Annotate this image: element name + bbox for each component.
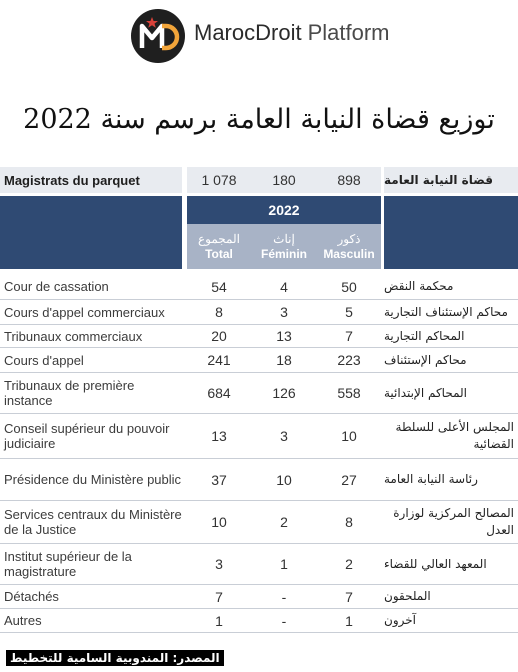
row-label-ar: المصالح المركزية لوزارة العدل (393, 506, 514, 537)
row-masculin: 7 (345, 588, 353, 605)
row-total: 54 (211, 278, 227, 295)
row-label-ar: المحاكم التجارية (384, 328, 465, 343)
col-header-feminin-fr: Féminin (260, 247, 307, 261)
row-feminin: 126 (272, 385, 296, 401)
row-total: 3 (215, 556, 223, 572)
row-label-ar: محاكم الإستئناف (384, 352, 467, 367)
row-label-ar: المجلس الأعلى للسلطة القضائية (395, 420, 514, 451)
table-row (0, 585, 518, 608)
row-label-fr: Tribunaux de première instance (4, 378, 135, 408)
row-label-fr: Tribunaux commerciaux (4, 328, 143, 344)
header-band-left (0, 196, 182, 269)
table-row (0, 274, 518, 299)
row-feminin: - (281, 588, 287, 605)
row-feminin: - (281, 612, 287, 629)
row-label-ar: رئاسة النيابة العامة (384, 472, 478, 486)
table-row (0, 373, 518, 413)
brand-name-text: MarocDroit (194, 20, 302, 45)
summary-label-fr: Magistrats du parquet (0, 167, 182, 193)
summary-row (0, 167, 518, 193)
row-label-fr: Institut supérieur de la magistrature (4, 549, 132, 579)
summary-masculin: 898 (317, 167, 381, 193)
row-total: 10 (211, 514, 227, 530)
row-label-ar: محاكم الإستئناف التجارية (384, 304, 508, 319)
summary-label-ar: قضاة النيابة العامة (384, 167, 518, 193)
row-feminin: 18 (276, 352, 292, 368)
row-masculin: 8 (345, 514, 353, 530)
table-row (0, 459, 518, 500)
row-feminin: 10 (276, 471, 292, 488)
table-row (0, 544, 518, 584)
row-total: 8 (215, 304, 223, 320)
row-feminin: 4 (280, 278, 288, 295)
row-total: 37 (211, 471, 227, 488)
row-label-fr: Présidence du Ministère public (4, 472, 182, 487)
row-total: 7 (215, 588, 223, 605)
summary-total: 1 078 (187, 167, 251, 193)
col-header-feminin (251, 226, 317, 268)
row-label-fr: Cour de cassation (4, 279, 109, 294)
row-label-ar: آخرون (384, 613, 416, 627)
row-feminin: 3 (280, 304, 288, 320)
row-feminin: 13 (276, 328, 292, 344)
row-masculin: 1 (345, 612, 353, 629)
row-label-fr: Services centraux du Ministère de la Justice (4, 507, 182, 537)
table-row (0, 414, 518, 458)
col-header-total-ar: المجموع (198, 232, 240, 246)
row-label-fr: Détachés (4, 589, 59, 604)
row-label-fr: Autres (4, 613, 42, 628)
row-total: 20 (211, 328, 227, 344)
col-header-total-fr: Total (205, 247, 233, 261)
row-masculin: 50 (341, 278, 357, 295)
row-label-fr: Conseil supérieur du pouvoir judiciaire (4, 421, 170, 451)
row-total: 684 (207, 385, 231, 401)
table-row (0, 609, 518, 632)
table-row (0, 348, 518, 372)
page-title: توزيع قضاة النيابة العامة برسم سنة 2022 (23, 104, 495, 135)
row-total: 13 (211, 428, 227, 444)
row-feminin: 1 (280, 556, 288, 572)
row-label-ar: المعهد العالي للقضاء (384, 556, 487, 571)
col-header-masculin (317, 226, 381, 268)
year-header: 2022 (268, 202, 300, 218)
row-masculin: 223 (337, 352, 361, 368)
row-total: 1 (215, 612, 223, 629)
marocdroit-logo-icon (130, 8, 186, 64)
row-masculin: 5 (345, 304, 353, 320)
row-divider (0, 632, 518, 633)
brand-platform-text: Platform (307, 20, 390, 45)
brand-header (0, 0, 518, 78)
header-band-right (384, 196, 518, 269)
col-header-feminin-ar: إناث (273, 232, 295, 246)
row-feminin: 3 (280, 428, 288, 444)
col-header-total (187, 226, 251, 268)
source-note: المصدر: المندوبية السامية للتخطيط (6, 650, 224, 666)
col-header-masculin-ar: ذكور (337, 232, 361, 246)
row-total: 241 (207, 352, 231, 368)
col-header-masculin-fr: Masculin (323, 247, 375, 261)
row-masculin: 10 (341, 428, 357, 444)
row-masculin: 7 (345, 328, 353, 344)
row-label-ar: محكمة النقض (384, 279, 454, 293)
row-label-fr: Cours d'appel (4, 352, 84, 368)
row-label-fr: Cours d'appel commerciaux (4, 304, 165, 320)
row-masculin: 27 (341, 471, 357, 488)
row-feminin: 2 (280, 514, 288, 530)
row-masculin: 558 (337, 385, 361, 401)
row-masculin: 2 (345, 556, 353, 572)
summary-feminin: 180 (251, 167, 317, 193)
table-row (0, 300, 518, 324)
brand-name (194, 20, 390, 46)
table-row (0, 501, 518, 543)
table-row (0, 325, 518, 347)
row-label-ar: الملحقون (384, 589, 431, 603)
row-label-ar: المحاكم الإبتدائية (384, 385, 468, 400)
